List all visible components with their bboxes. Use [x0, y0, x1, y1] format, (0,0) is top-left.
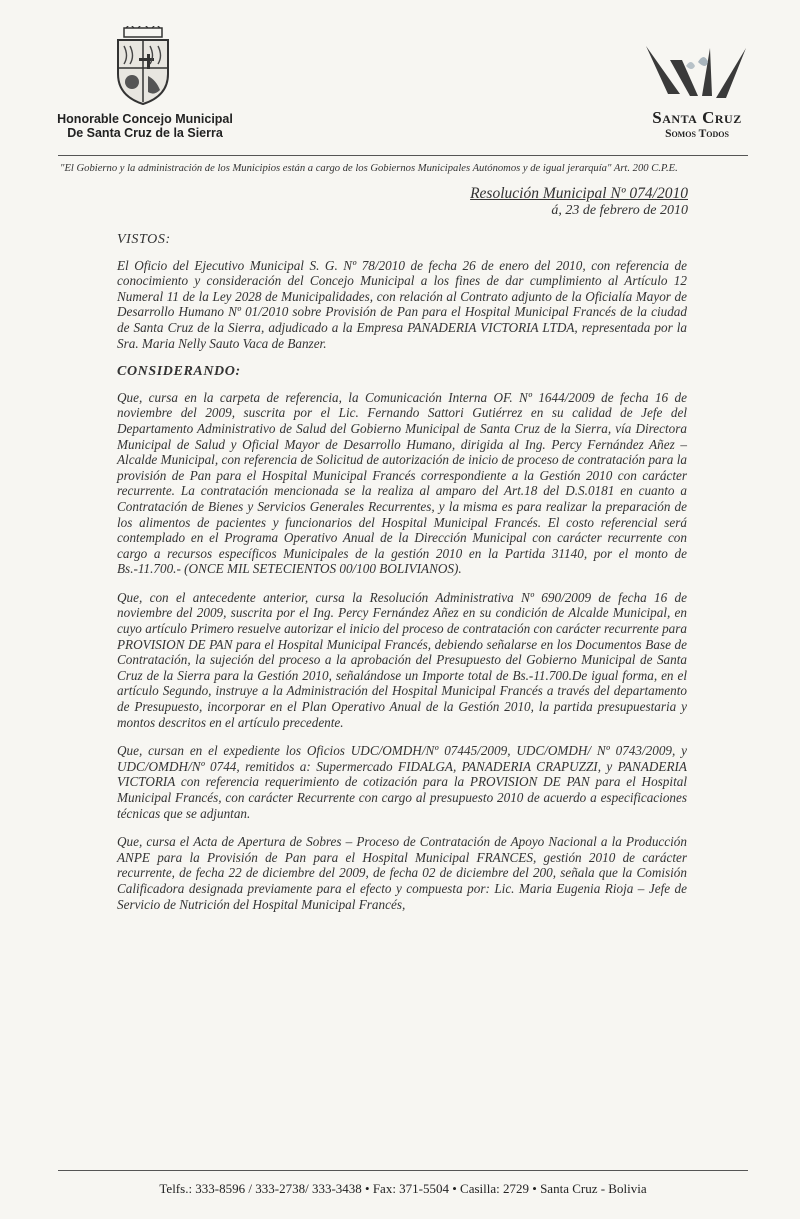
santa-cruz-logo-title: Santa Cruz: [652, 108, 742, 127]
vistos-paragraph: El Oficio del Ejecutivo Municipal S. G. Nº 78/2010 de fecha 26 de enero del 2010, con referencia de conocimiento y consideración del Concejo Municipal a los fines de dar cumplimiento al Artículo 12 Numeral 11 de la Ley 2028 de Municipalidades, con relación al Contrato adjunto de la Oficialía Mayor de Desarrollo Humano Nº 01/2010 sobre Provisión de Pan para el Hospital Municipal Francés de la ciudad de Santa Cruz de la Sierra, adjudicado a la Empresa PANADERIA VICTORIA LTDA, representada por la Sra. Maria Nelly Sauto Vaca de Banzer.: [117, 257, 687, 351]
considerando-paragraph-2: Que, con el antecedente anterior, cursa la Resolución Administrativa Nº 690/2009 de fecha 16 de noviembre del 2009, suscrita por el Ing. Percy Fernández Añez en su condición de Alcalde Municipal, en cuyo artículo Primero resuelve autorizar el inicio del proceso de contratación con carácter recurrente para PROVISION DE PAN para el Hospital Municipal Francés, debiendo señalarse en los Documentos Base de Contratación, la sujeción del proceso a la aprobación del Presupuesto del Gobierno Municipal de Santa Cruz de la Sierra para la Gestión 2010, señalándose un Importe total de Bs.-11.700.De igual forma, en el artículo Segundo, instruye a la Administración del Hospital Municipal Francés a través del departamento de Presupuesto, incorporar en el Plan Operativo Anual de la Gestión 2010, la partida presupuestaria y montos descritos en el artículo precedente.: [117, 589, 687, 730]
resolution-date: á, 23 de febrero de 2010: [551, 203, 688, 218]
footer-divider: [58, 1170, 748, 1171]
considerando-paragraph-1: Que, cursa en la carpeta de referencia, la Comunicación Interna OF. Nº 1644/2009 de fecha 16 de noviembre del 2009, suscrita por el Lic. Fernando Sattori Gutiérrez en su calidad de Jefe del Departamento Administrativo de Salud del Gobierno Municipal de Santa Cruz de la Sierra, vía Directora Municipal de Salud y Oficial Mayor de Desarrollo Humano, dirigida al Ing. Percy Fernández Añez – Alcalde Municipal, con referencia de Solicitud de autorización de inicio de proceso de contratación para la provisión de Pan para el Hospital Municipal Francés correspondiente a la Gestión 2010 con carácter recurrente. La contratación mencionada se la realiza al amparo del Art.18 del D.S.0181 en cuanto a Contratación de Bienes y Servicios Generales Recurrentes, y la misma es para realizar la preparación de los alimentos de pacientes y funcionarios del Hospital Municipal Francés. El costo referencial será contemplado en el Programa Operativo Anual de la Dirección Municipal con carácter recurrente con cargo a recursos específicos Municipales de la gestión 2010 en la Partida 31140, por el monto de Bs.-11.700.- (ONCE MIL SETECIENTOS 00/100 BOLIVIANOS).: [117, 389, 687, 577]
vistos-heading: VISTOS:: [117, 232, 171, 247]
considerando-heading: CONSIDERANDO:: [117, 364, 241, 380]
considerando-paragraph-3: Que, cursan en el expediente los Oficios UDC/OMDH/Nº 07445/2009, UDC/OMDH/ Nº 0743/2009, y UDC/OMDH/Nº 0744, remitidos a: Supermercado FIDALGA, PANADERIA CRAPUZZI, y PANADERIA VICTORIA con referencia requerimiento de cotización para la PROVISION DE PAN para el Hospital Municipal Francés, con carácter Recurrente con cargo al presupuesto 2010 de acuerdo a especificaciones técnicas que se adjuntan.: [117, 743, 687, 821]
document-body: [117, 232, 687, 925]
council-name: [40, 112, 250, 140]
header-divider: [58, 155, 748, 156]
resolution-title: Resolución Municipal Nº 074/2010: [470, 185, 688, 202]
council-name-line1: Honorable Concejo Municipal: [57, 112, 233, 126]
council-name-line2: De Santa Cruz de la Sierra: [67, 126, 223, 140]
footer-contact: Telfs.: 333-8596 / 333-2738/ 333-3438 • Fax: 371-5504 • Casilla: 2729 • Santa Cruz - Bolivia: [159, 1181, 647, 1196]
constitution-motto: "El Gobierno y la administración de los Municipios están a cargo de los Gobiernos Municipales Autónomos y de igual jerarquía" Art. 200 C.P.E.: [60, 163, 678, 174]
considerando-paragraph-4: Que, cursa el Acta de Apertura de Sobres – Proceso de Contratación de Apoyo Nacional a la Producción ANPE para la Provisión de Pan para el Hospital Municipal FRANCES, gestión 2010 de carácter recurrente, de fecha 22 de diciembre del 2009, de fecha 02 de diciembre del 200, señala que la Comisión Calificadora designada previamente para el efecto y compuesta por: Lic. Maria Eugenia Rioja – Jefe de Servicio de Nutrición del Hospital Municipal Francés,: [117, 834, 687, 912]
santa-cruz-logo-slogan: Somos Todos: [665, 128, 729, 140]
coat-of-arms-icon: [110, 26, 176, 106]
